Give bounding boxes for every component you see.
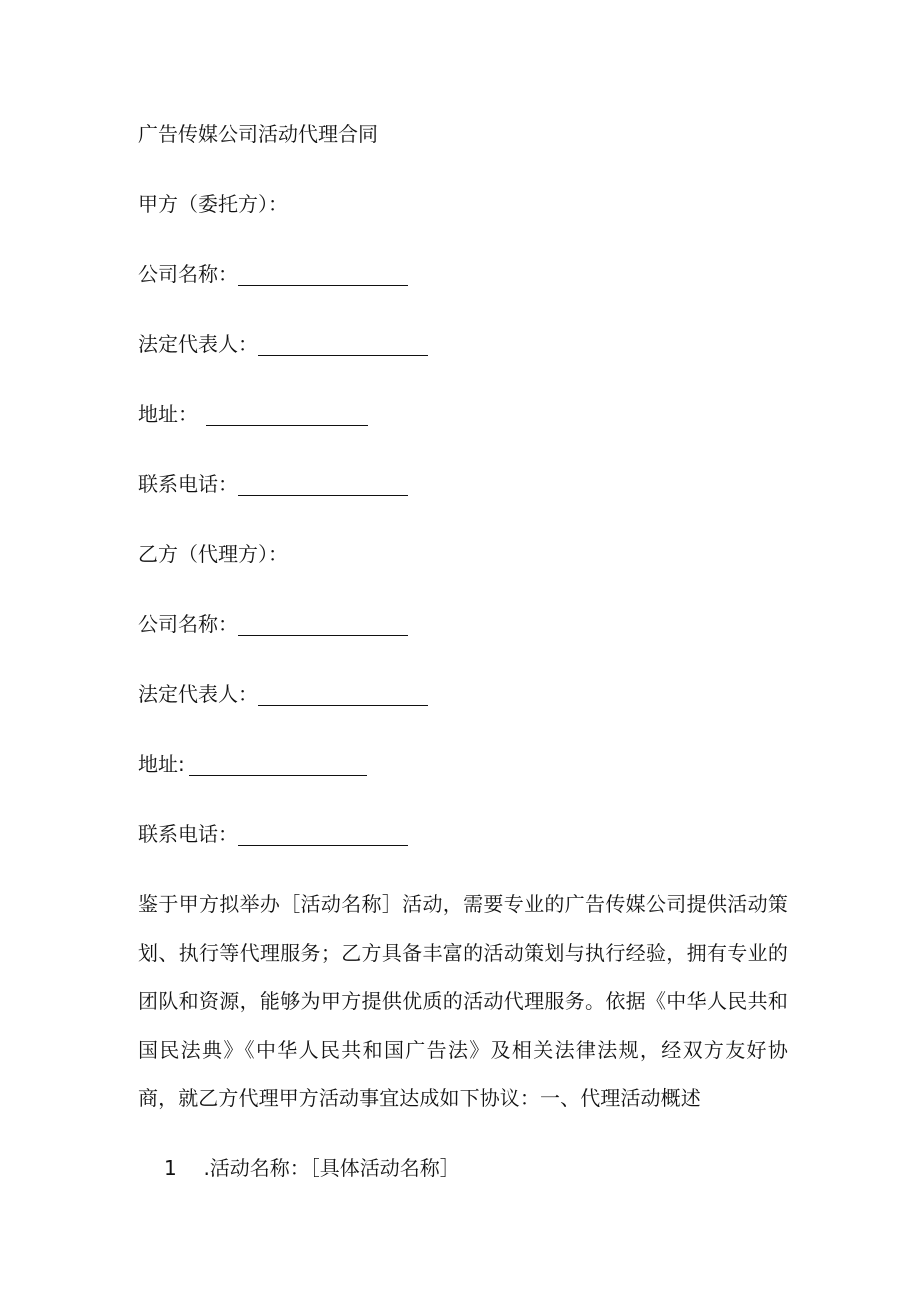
document-title: 广告传媒公司活动代理合同	[138, 122, 378, 146]
party-b-rep-blank	[258, 683, 428, 706]
party-b-address-field: 地址:	[138, 750, 367, 778]
item-number: 1	[164, 1156, 177, 1180]
party-b-phone-blank	[238, 823, 408, 846]
party-a-address-blank	[206, 403, 368, 426]
item-text: .活动名称：［具体活动名称］	[203, 1156, 460, 1180]
party-b-address-blank	[189, 753, 367, 776]
party-b-rep-field: 法定代表人：	[138, 680, 428, 708]
list-item	[164, 1154, 460, 1182]
party-a-phone-field: 联系电话：	[138, 470, 408, 498]
party-a-rep-field: 法定代表人：	[138, 330, 428, 358]
party-a-heading: 甲方（委托方）：	[138, 192, 288, 216]
preamble-paragraph: 鉴于甲方拟举办［活动名称］活动，需要专业的广告传媒公司提供活动策划、执行等代理服务；乙方具备丰富的活动策划与执行经验，拥有专业的团队和资源，能够为甲方提供优质的活动代理服务。依据《中华人民共和国民法典》《中华人民共和国广告法》及相关法律法规，经双方友好协商，就乙方代理甲方活动事宜达成如下协议：一、代理活动概述	[138, 892, 788, 1110]
party-b-company-blank	[238, 613, 408, 636]
party-a-company-field: 公司名称：	[138, 260, 408, 288]
party-b-company-field: 公司名称：	[138, 610, 408, 638]
party-a-address-field: 地址：	[138, 400, 368, 428]
party-a-company-blank	[238, 263, 408, 286]
party-a-rep-blank	[258, 333, 428, 356]
party-a-phone-blank	[238, 473, 408, 496]
party-b-heading: 乙方（代理方）：	[138, 542, 288, 566]
party-b-phone-field: 联系电话：	[138, 820, 408, 848]
